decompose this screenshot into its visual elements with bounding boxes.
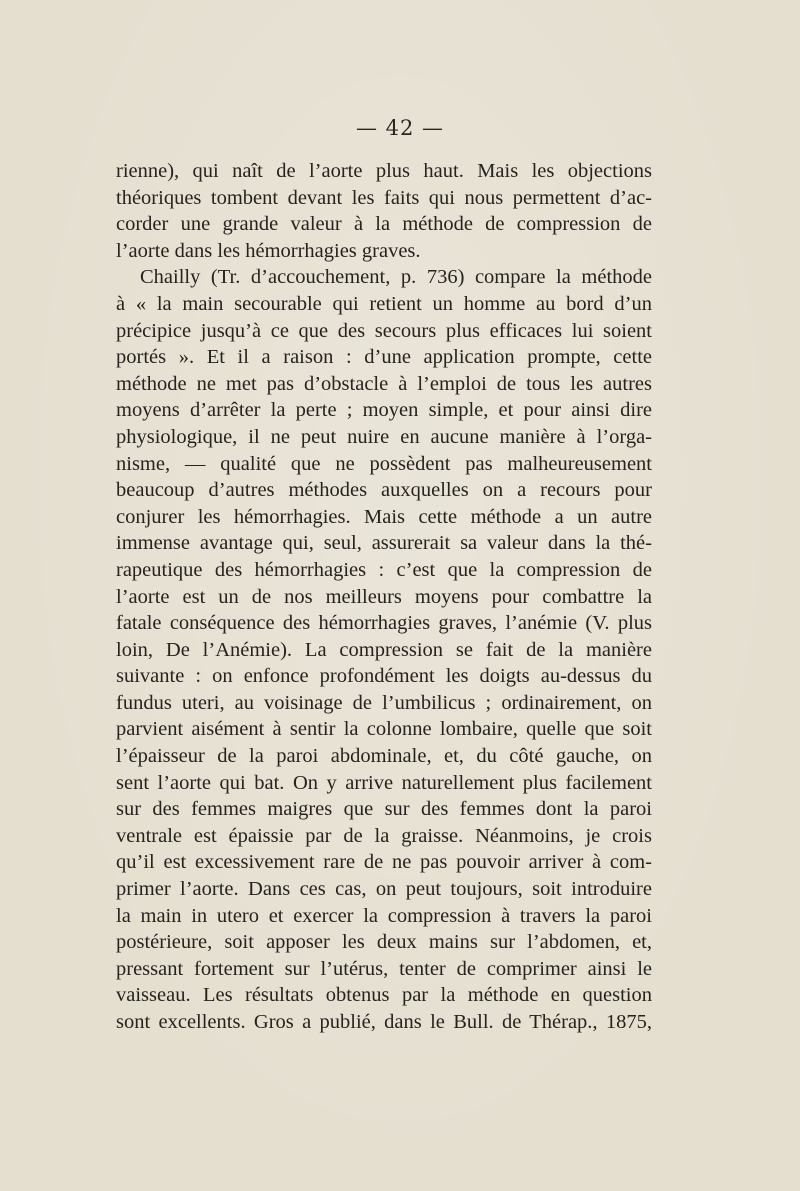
text-line: physiologique, il ne peut nuire en aucune manière à l’orga- — [116, 425, 652, 448]
text-line: méthode ne met pas d’obstacle à l’emploi de tous les autres — [116, 372, 652, 395]
text-line: sont excellents. Gros a publié, dans le Bull. de Thérap., 1875, — [116, 1011, 652, 1033]
text-line: nisme, — qualité que ne possèdent pas malheureusement — [116, 452, 652, 475]
text-line: postérieure, soit apposer les deux mains sur l’abdomen, et, — [116, 931, 652, 954]
text-line: à « la main secourable qui retient un homme au bord d’un — [116, 292, 652, 315]
text-line: sent l’aorte qui bat. On y arrive naturellement plus facilement — [116, 771, 652, 794]
text-line: l’aorte est un de nos meilleurs moyens pour combattre la — [116, 585, 652, 608]
text-line: immense avantage qui, seul, assurerait sa valeur dans la thé- — [116, 532, 652, 555]
body-text — [116, 158, 652, 1036]
text-line: rapeutique des hémorrhagies : c’est que la compression de — [116, 558, 652, 581]
text-line: fatale conséquence des hémorrhagies graves, l’anémie (V. plus — [116, 612, 652, 635]
text-line: rienne), qui naît de l’aorte plus haut. Mais les objections — [116, 160, 652, 182]
text-line: suivante : on enfonce profondément les doigts au-dessus du — [116, 665, 652, 688]
text-line: fundus uteri, au voisinage de l’umbilicus ; ordinairement, on — [116, 691, 652, 714]
text-line: parvient aisément à sentir la colonne lombaire, quelle que soit — [116, 718, 652, 741]
text-line: ventrale est épaissie par de la graisse. Néanmoins, je crois — [116, 824, 652, 847]
text-line: pressant fortement sur l’utérus, tenter de comprimer ainsi le — [116, 957, 652, 980]
text-line: l’aorte dans les hémorrhagies graves. — [116, 239, 421, 262]
text-line: conjurer les hémorrhagies. Mais cette méthode a un autre — [116, 505, 652, 528]
text-line: la main in utero et exercer la compression à travers la paroi — [116, 904, 652, 927]
text-line: sur des femmes maigres que sur des femmes dont la paroi — [116, 798, 652, 821]
text-line: théoriques tombent devant les faits qui nous permettent d’ac- — [116, 186, 652, 209]
text-line: loin, De l’Anémie). La compression se fait de la manière — [116, 638, 652, 661]
text-line: corder une grande valeur à la méthode de compression de — [116, 213, 652, 236]
text-line: moyens d’arrêter la perte ; moyen simple, et pour ainsi dire — [116, 399, 652, 422]
text-line: Chailly (Tr. d’accouchement, p. 736) compare la méthode — [140, 266, 652, 289]
text-line: précipice jusqu’à ce que des secours plus efficaces lui soient — [116, 319, 652, 342]
page-number: — 42 — — [355, 116, 445, 140]
text-line: l’épaisseur de la paroi abdominale, et, du côté gauche, on — [116, 745, 652, 768]
text-line: vaisseau. Les résultats obtenus par la méthode en question — [116, 984, 652, 1007]
text-line: qu’il est excessivement rare de ne pas pouvoir arriver à com- — [116, 851, 652, 874]
text-line: beaucoup d’autres méthodes auxquelles on a recours pour — [116, 479, 652, 502]
text-line: portés ». Et il a raison : d’une application prompte, cette — [116, 346, 652, 369]
text-line: primer l’aorte. Dans ces cas, on peut toujours, soit introduire — [116, 878, 652, 901]
